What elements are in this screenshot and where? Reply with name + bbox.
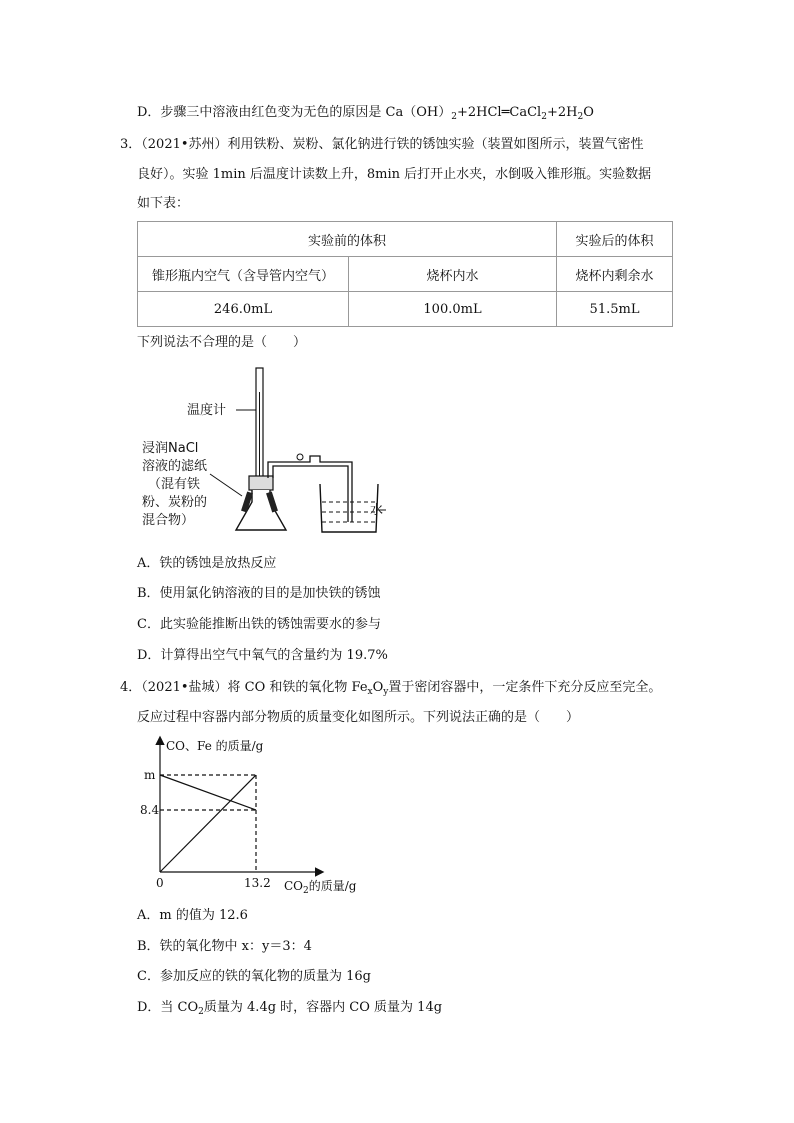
q4-option-d: D．当 $CO_2$质量为 4.4g 时，容器内 CO 质量为 14g — [137, 1000, 443, 1017]
graph-xlabel: $CO_2$的质量/g — [284, 879, 357, 896]
y-tick-8-4: 8.4 — [140, 803, 160, 817]
q3-stem-line1: 3．（2021•苏州）利用铁粉、炭粉、氯化钠进行铁的锈蚀实验（装置如图所示，装置气密性 — [120, 137, 644, 152]
series-line-co — [160, 775, 256, 810]
series-line-fe — [160, 775, 256, 872]
origin-label: 0 — [156, 876, 164, 890]
q3-stem-line3: 如下表： — [137, 196, 190, 211]
value-air: 246.0mL — [138, 292, 349, 327]
water-label: 水 — [370, 503, 384, 518]
mass-change-graph — [136, 730, 396, 898]
q3-option-b: B．使用氯化钠溶液的目的是加快铁的锈蚀 — [137, 586, 381, 601]
subheader-air: 锥形瓶内空气（含导管内空气） — [138, 257, 349, 292]
filter-paper-label-4: 粉、炭粉的 — [142, 495, 208, 510]
thermometer-label: 温度计 — [187, 403, 227, 418]
q4-option-a: A．m 的值为 12.6 — [137, 908, 248, 923]
subheader-water: 烧杯内水 — [349, 257, 557, 292]
value-remaining: 51.5mL — [557, 292, 673, 327]
header-before: 实验前的体积 — [138, 222, 557, 257]
table-row — [138, 222, 673, 257]
filter-paper-label-3: （混有铁 — [148, 477, 201, 492]
q4-option-c: C．参加反应的铁的氧化物的质量为 16g — [137, 969, 371, 984]
q3-option-c: C．此实验能推断出铁的锈蚀需要水的参与 — [137, 617, 381, 632]
filter-paper-label-5: 混合物） — [142, 513, 195, 528]
q3-prompt: 下列说法不合理的是（ ） — [137, 335, 307, 350]
q4-stem-line2: 反应过程中容器内部分物质的质量变化如图所示。下列说法正确的是（ ） — [137, 710, 580, 725]
graph-ylabel: CO、Fe 的质量/g — [166, 739, 264, 753]
prev-option-d: D．步骤三中溶液由红色变为无色的原因是 $Ca(OH)_2+2HCl═CaCl_2+2H_2O$ — [137, 105, 594, 122]
table-row — [138, 257, 673, 292]
table-row — [138, 292, 673, 327]
stopper-icon — [249, 476, 273, 490]
q3-option-d: D．计算得出空气中氧气的含量约为 19.7% — [137, 648, 388, 663]
q4-option-b: B．铁的氧化物中 x：y＝3：4 — [137, 939, 312, 954]
subheader-remaining: 烧杯内剩余水 — [557, 257, 673, 292]
q3-option-a: A．铁的锈蚀是放热反应 — [137, 556, 277, 571]
q4-stem-line1: 4．（2021•盐城）将 CO 和铁的氧化物 $Fe_xO_y$置于密闭容器中，一定条件下充分反应至完全。 — [120, 680, 662, 697]
value-water: 100.0mL — [349, 292, 557, 327]
clamp-icon — [297, 454, 303, 460]
q3-data-table — [137, 221, 673, 327]
q3-stem-line2: 良好）。实验 1min 后温度计读数上升，8min 后打开止水夹，水倒吸入锥形瓶。实验数据 — [137, 167, 652, 182]
x-tick-13-2: 13.2 — [244, 876, 271, 890]
y-tick-m: m — [144, 768, 156, 782]
filter-paper-label-1: 浸润NaCl — [142, 441, 199, 456]
filter-paper-label-2: 溶液的滤纸 — [142, 459, 208, 474]
header-after: 实验后的体积 — [557, 222, 673, 257]
